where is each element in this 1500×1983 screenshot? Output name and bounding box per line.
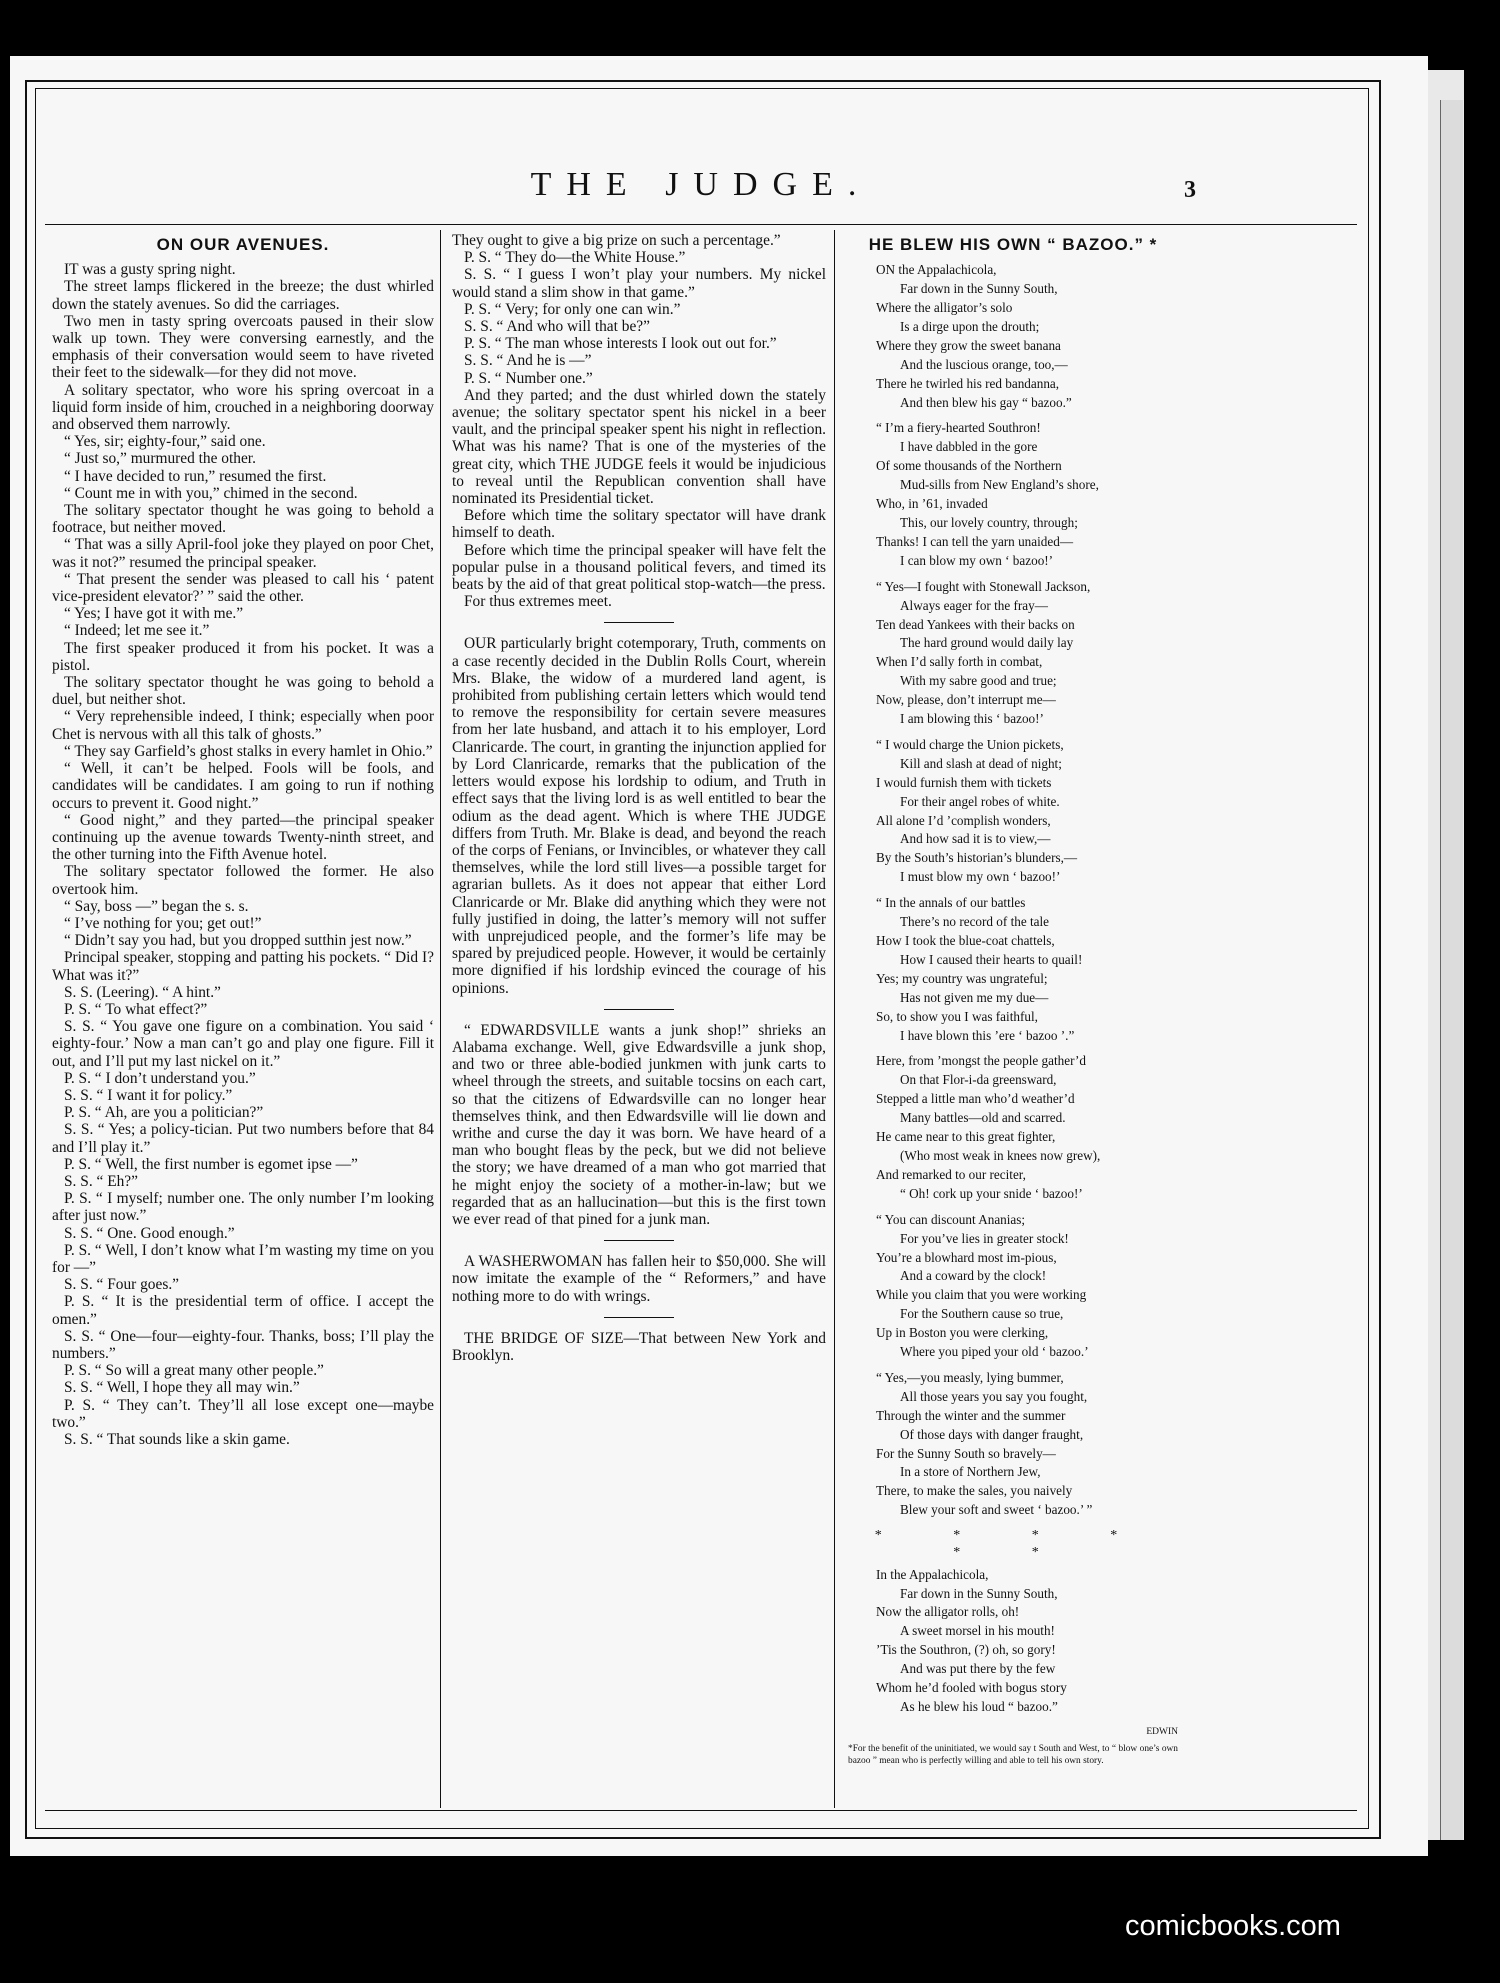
- paragraph: S. S. “ You gave one figure on a combination. You said ‘ eighty-four.’ Now a man can’t go and play one figure. Fill it out, and I’ll put my last nickel on it.”: [52, 1018, 434, 1070]
- poem-line: And remarked to our reciter,: [876, 1166, 1026, 1182]
- paragraph: “ Well, it can’t be helped. Fools will be fools, and candidates will be candidates. I am going to run if nothing occurs to prevent it. Good night.”: [52, 760, 434, 812]
- poem-line: Where you piped your old ‘ bazoo.’: [900, 1344, 1089, 1360]
- paragraph: S. S. “ Well, I hope they all may win.”: [64, 1379, 300, 1397]
- paragraph: “ I’ve nothing for you; get out!”: [64, 914, 262, 932]
- paragraph: S. S. “ One—four—eighty-four. Thanks, boss; I’ll play the numbers.”: [52, 1327, 434, 1362]
- paragraph: S. S. “ I want it for policy.”: [64, 1086, 233, 1104]
- poem-line: Is a dirge upon the drouth;: [900, 318, 1040, 334]
- paragraph: “ That was a silly April-fool joke they played on poor Chet, was it not?” resumed the principal speaker.: [52, 536, 434, 571]
- poem-line: (Who most weak in knees now grew),: [900, 1147, 1101, 1163]
- paragraph: The solitary spectator thought he was going to behold a footrace, but neither moved.: [52, 502, 434, 537]
- paragraph: And they parted; and the dust whirled down the stately avenue; the solitary spectator spent his nickel in a beer vault, and the principal speaker spent his night in reflection. What was his name? That is one of the mysteries of the great city, which THE JUDGE feels it would be injudicious to reveal until the Republican convention shall have nominated its Presidential ticket.: [452, 386, 826, 508]
- poem-line: For the Sunny South so bravely—: [876, 1445, 1056, 1461]
- paragraph: “ I have decided to run,” resumed the first.: [64, 467, 327, 485]
- poem-line: There, to make the sales, you naively: [876, 1483, 1073, 1499]
- paragraph: S. S. “ Four goes.”: [64, 1276, 180, 1294]
- paragraph: S. S. (Leering). “ A hint.”: [64, 983, 221, 1001]
- poem-line: A sweet morsel in his mouth!: [900, 1623, 1055, 1639]
- poem-line: Now the alligator rolls, oh!: [876, 1604, 1020, 1620]
- poem-line: “ Oh! cork up your snide ‘ bazoo!’: [900, 1185, 1083, 1201]
- poem-line: And was put there by the few: [900, 1661, 1056, 1677]
- section-divider: [604, 1240, 674, 1241]
- paragraph: P. S. “ Number one.”: [464, 369, 593, 387]
- poem-line: There’s no record of the tale: [900, 914, 1050, 930]
- poem-line: Kill and slash at dead of night;: [900, 755, 1062, 771]
- paragraph: “ Yes; I have got it with me.”: [64, 605, 244, 623]
- poem-line: Where the alligator’s solo: [876, 300, 1013, 316]
- bottom-rule: [45, 1810, 1357, 1811]
- paragraph: S. S. “ One. Good enough.”: [64, 1224, 235, 1242]
- poem-line: For the Southern cause so true,: [900, 1306, 1064, 1322]
- poem-line: For you’ve lies in greater stock!: [900, 1230, 1069, 1246]
- poem-line: And the luscious orange, too,—: [900, 356, 1068, 372]
- article-bridge-of-size: [452, 1330, 826, 1364]
- paragraph: OUR particularly bright cotemporary, Truth, comments on a case recently decided in the Dublin Rolls Court, wherein Mrs. Blake, the widow of a murdered land agent, is prohibited from publishing certain letters which would tend to remove the responsibility for certain severe measures from her late husband, and attach it to his employer, Lord Clanricarde. The court, in granting the injunction applied for by Lord Clanricarde, remarks that the publication of the letters would expose his lordship to odium, and Truth in effect says that the living lord is as well entitled to bear the odium as the dead agent. Which is where THE JUDGE differs from Truth. Mr. Blake is dead, and beyond the reach of the corps of Fenians, or Invincibles, or whatever they call themselves, while the lord still lives—a possible target for agrarian bullets. As it does not appear that either Lord Clanricarde or Mr. Blake did anything which they were not fully justified in doing, the latter’s memory will not suffer with unprejudiced people, and the former’s life may be spared by prejudiced people. However, it would be certainly more dignified if his lordship evinced the courage of his opinions.: [452, 635, 826, 997]
- poem-stanza: [848, 1211, 1178, 1362]
- poem-line: Who, in ’61, invaded: [876, 496, 988, 512]
- paragraph: S. S. “ That sounds like a skin game.: [64, 1431, 290, 1449]
- poem-line: I have blown this ’ere ‘ bazoo ’.”: [900, 1027, 1075, 1043]
- paragraph: P. S. “ I don’t understand you.”: [64, 1069, 256, 1087]
- poem-line: How I caused their hearts to quail!: [900, 951, 1083, 967]
- poem-stanza: [848, 1052, 1178, 1203]
- poem-line: “ Yes—I fought with Stonewall Jackson,: [876, 578, 1091, 594]
- poem-line: There he twirled his red bandanna,: [876, 375, 1060, 391]
- paragraph: P. S. “ To what effect?”: [64, 1000, 208, 1018]
- poem-line: Yes; my country was ungrateful;: [876, 970, 1048, 986]
- article-heading-on-our-avenues: ON OUR AVENUES.: [156, 235, 330, 254]
- poem-line: All those years you say you fought,: [900, 1388, 1088, 1404]
- poem-line: And how sad it is to view,—: [900, 831, 1051, 847]
- poem-title: HE BLEW HIS OWN “ BAZOO.” *: [868, 235, 1158, 254]
- poem-line: I have dabbled in the gore: [900, 439, 1038, 455]
- paragraph: “ Yes, sir; eighty-four,” said one.: [64, 433, 266, 451]
- poem-line: I am blowing this ‘ bazoo!’: [900, 711, 1044, 727]
- section-divider: [604, 1317, 674, 1318]
- poem-line: ’Tis the Southron, (?) oh, so gory!: [876, 1642, 1056, 1658]
- paragraph: IT was a gusty spring night.: [64, 261, 236, 279]
- poem-stanza: [848, 1566, 1178, 1717]
- paragraph: A WASHERWOMAN has fallen heir to $50,000. She will now imitate the example of the “ Reformers,” and have nothing more to do with wrings.: [452, 1253, 826, 1305]
- poem-line: Mud-sills from New England’s shore,: [900, 477, 1099, 493]
- poem-line: ON the Appalachicola,: [876, 262, 997, 278]
- poem-line: Always eager for the fray—: [900, 597, 1048, 613]
- paragraph: The solitary spectator thought he was going to behold a duel, but neither shot.: [52, 674, 434, 709]
- poem-stanza: [848, 736, 1178, 887]
- poem-line: “ You can discount Ananias;: [876, 1211, 1026, 1227]
- column-on-our-avenues: [52, 232, 434, 1448]
- section-divider: [604, 622, 674, 623]
- poem-line: Blew your soft and sweet ‘ bazoo.’ ”: [900, 1502, 1093, 1518]
- poem-line: And then blew his gay “ bazoo.”: [900, 394, 1072, 410]
- paragraph: “ EDWARDSVILLE wants a junk shop!” shrieks an Alabama exchange. Well, give Edwardsville a junk shop, and two or three able-bodied junkmen with junk carts to wheel through the streets, and suitable tocsins on each cart, so that the citizens of Edwardsville can no longer hear themselves think, and then Edwardsville will lie down and writhe and curse the day it was born. We have heard of a man who bought fleas by the peck, but we did not believe the story; we have dreamed of a man who got married that he might enjoy the society of a mother-in-law; but we regarded that as an hallucination—but this is the first town we ever read of that pined for a junk man.: [452, 1021, 826, 1228]
- poem-stanza: [848, 1369, 1178, 1520]
- paragraph: The first speaker produced it from his pocket. It was a pistol.: [52, 639, 434, 674]
- paragraph: Two men in tasty spring overcoats paused in their slow walk up town. They were conversing earnestly, and the emphasis of their conversation would seem to have riveted their feet to the sidewalk—for they did not move.: [52, 312, 434, 382]
- paragraph: For thus extremes meet.: [464, 593, 612, 611]
- paragraph: “ Indeed; let me see it.”: [64, 622, 210, 640]
- poem-line: So, to show you I was faithful,: [876, 1008, 1038, 1024]
- paragraph: P. S. “ They can’t. They’ll all lose except one—maybe two.”: [52, 1396, 434, 1431]
- poem-line: “ I would charge the Union pickets,: [876, 736, 1064, 752]
- poem-line: In the Appalachicola,: [876, 1566, 989, 1582]
- poem-line: By the South’s historian’s blunders,—: [876, 850, 1078, 866]
- paragraph: “ That present the sender was pleased to call his ‘ patent vice-president elevator?’ ” said the other.: [52, 570, 434, 606]
- column-poem: [848, 232, 1178, 1767]
- paragraph: They ought to give a big prize on such a percentage.”: [452, 232, 781, 249]
- paragraph: S. S. “ Yes; a policy-tician. Put two numbers before that 84 and I’ll play it.”: [52, 1121, 434, 1156]
- poem-line: All alone I’d ’complish wonders,: [876, 812, 1051, 828]
- poem-footnote: *For the benefit of the uninitiated, we would say t South and West, to “ blow one’s own bazoo ” mean who is perfectly willing and able to tell his own story.: [848, 1744, 1178, 1767]
- poem-line: The hard ground would daily lay: [900, 635, 1074, 651]
- paragraph: S. S. “ Eh?”: [64, 1172, 138, 1190]
- paragraph: The street lamps flickered in the breeze; the dust whirled down the stately avenues. So did the carriages.: [52, 278, 434, 313]
- poem-line: Far down in the Sunny South,: [900, 1585, 1058, 1601]
- poem-line: Here, from ’mongst the people gather’d: [876, 1053, 1086, 1069]
- column-separator-2: [834, 230, 835, 1808]
- poem-body: [848, 261, 1178, 1520]
- paragraph: Before which time the solitary spectator will have drank himself to death.: [452, 507, 826, 542]
- watermark-text: comicbooks.com: [1125, 1910, 1341, 1942]
- poem-stanza: [848, 261, 1178, 412]
- poem-line: How I took the blue-coat chattels,: [876, 933, 1055, 949]
- poem-line: Far down in the Sunny South,: [900, 281, 1058, 297]
- paragraph: “ Count me in with you,” chimed in the second.: [64, 484, 358, 502]
- section-stars: * * * * * *: [874, 1528, 1152, 1561]
- paragraph: Before which time the principal speaker will have felt the popular pulse in a thousand political fevers, and timed its beats by the aid of that great political stop-watch—the press.: [452, 541, 826, 594]
- poem-signature: EDWIN: [1146, 1726, 1178, 1737]
- paragraph: S. S. “ And who will that be?”: [464, 318, 650, 336]
- poem-line: While you claim that you were working: [876, 1287, 1087, 1303]
- poem-line: “ In the annals of our battles: [876, 895, 1026, 911]
- poem-line: With my sabre good and true;: [900, 673, 1057, 689]
- page-number: 3: [1184, 177, 1196, 203]
- article-washerwoman: [452, 1253, 826, 1305]
- column-separator-1: [440, 230, 441, 1808]
- paragraph: P. S. “ Very; for only one can win.”: [464, 300, 681, 318]
- underlying-page-edge-2: [1440, 100, 1463, 1840]
- poem-line: He came near to this great fighter,: [876, 1129, 1056, 1145]
- poem-line: I would furnish them with tickets: [876, 774, 1052, 790]
- paragraph: Principal speaker, stopping and patting his pockets. “ Did I? What was it?”: [52, 949, 434, 984]
- poem-line: Where they grow the sweet banana: [876, 337, 1061, 353]
- poem-line: Thanks! I can tell the yarn unaided—: [876, 533, 1074, 549]
- poem-line: Through the winter and the summer: [876, 1407, 1066, 1423]
- poem-line: In a store of Northern Jew,: [900, 1464, 1041, 1480]
- poem-line: And a coward by the clock!: [900, 1268, 1047, 1284]
- poem-stanza: [848, 894, 1178, 1045]
- article-edwardsville-junk-shop: [452, 1022, 826, 1228]
- poem-line: Ten dead Yankees with their backs on: [876, 616, 1075, 632]
- article-body-on-our-avenues: [52, 261, 434, 1448]
- paragraph: “ Say, boss —” began the s. s.: [64, 897, 249, 915]
- paragraph: “ They say Garfield’s ghost stalks in every hamlet in Ohio.”: [64, 742, 433, 760]
- poem-line: Of those days with danger fraught,: [900, 1426, 1084, 1442]
- article-truth-clanricarde: [452, 635, 826, 996]
- paragraph: “ Very reprehensible indeed, I think; especially when poor Chet is nervous with all this talk of ghosts.”: [52, 708, 434, 743]
- paragraph: THE BRIDGE OF SIZE—That between New York and Brooklyn.: [452, 1329, 826, 1364]
- poem-line: Now, please, don’t interrupt me—: [876, 692, 1056, 708]
- poem-line: Stepped a little man who’d weather’d: [876, 1091, 1075, 1107]
- paragraph: “ Just so,” murmured the other.: [64, 450, 256, 468]
- paragraph: “ Didn’t say you had, but you dropped sutthin jest now.”: [64, 932, 412, 950]
- poem-line: You’re a blowhard most im-pious,: [876, 1249, 1057, 1265]
- poem-stanza: [848, 419, 1178, 570]
- poem-line: Many battles—old and scarred.: [900, 1110, 1066, 1126]
- paragraph: S. S. “ I guess I won’t play your numbers. My nickel would stand a slim show in that game.”: [452, 266, 826, 301]
- poem-line: On that Flor-i-da greensward,: [900, 1072, 1057, 1088]
- paragraph: P. S. “ They do—the White House.”: [464, 249, 686, 267]
- masthead-rule: [45, 224, 1357, 225]
- poem-line: As he blew his loud “ bazoo.”: [900, 1698, 1058, 1714]
- paragraph: S. S. “ And he is —”: [464, 352, 592, 370]
- paragraph: P. S. “ I myself; number one. The only number I’m looking after just now.”: [52, 1190, 434, 1225]
- column-middle: [452, 232, 826, 1364]
- poem-line: When I’d sally forth in combat,: [876, 654, 1043, 670]
- masthead-title: THE JUDGE.: [530, 166, 872, 203]
- paragraph: The solitary spectator followed the former. He also overtook him.: [52, 863, 434, 898]
- poem-line: “ Yes,—you measly, lying bummer,: [876, 1369, 1064, 1385]
- article-continuation: [452, 232, 826, 610]
- paragraph: P. S. “ Ah, are you a politician?”: [64, 1104, 264, 1122]
- paragraph: P. S. “ It is the presidential term of office. I accept the omen.”: [52, 1293, 434, 1328]
- paragraph: P. S. “ So will a great many other people.”: [64, 1362, 324, 1380]
- paragraph: P. S. “ Well, I don’t know what I’m wasting my time on you for —”: [52, 1241, 434, 1276]
- poem-line: This, our lovely country, through;: [900, 514, 1078, 530]
- poem-line: Up in Boston you were clerking,: [876, 1325, 1049, 1341]
- paragraph: P. S. “ Well, the first number is egomet ipse —”: [64, 1155, 358, 1173]
- poem-line: I must blow my own ‘ bazoo!’: [900, 869, 1061, 885]
- section-divider: [604, 1009, 674, 1010]
- paragraph: “ Good night,” and they parted—the principal speaker continuing up the avenue towards Twenty-ninth street, and the other turning into the Fifth Avenue hotel.: [52, 811, 434, 864]
- poem-line: “ I’m a fiery-hearted Southron!: [876, 420, 1041, 436]
- poem-line: Of some thousands of the Northern: [876, 458, 1062, 474]
- poem-line: Has not given me my due—: [900, 989, 1049, 1005]
- paragraph: A solitary spectator, who wore his spring overcoat in a liquid form inside of him, crouched in a neighboring doorway and observed them narrowly.: [52, 381, 434, 434]
- poem-line: Whom he’d fooled with bogus story: [876, 1680, 1067, 1696]
- poem-final-stanza: [848, 1566, 1178, 1717]
- poem-line: For their angel robes of white.: [900, 793, 1060, 809]
- poem-line: I can blow my own ‘ bazoo!’: [900, 552, 1054, 568]
- poem-stanza: [848, 578, 1178, 729]
- paragraph: P. S. “ The man whose interests I look out out for.”: [464, 335, 777, 353]
